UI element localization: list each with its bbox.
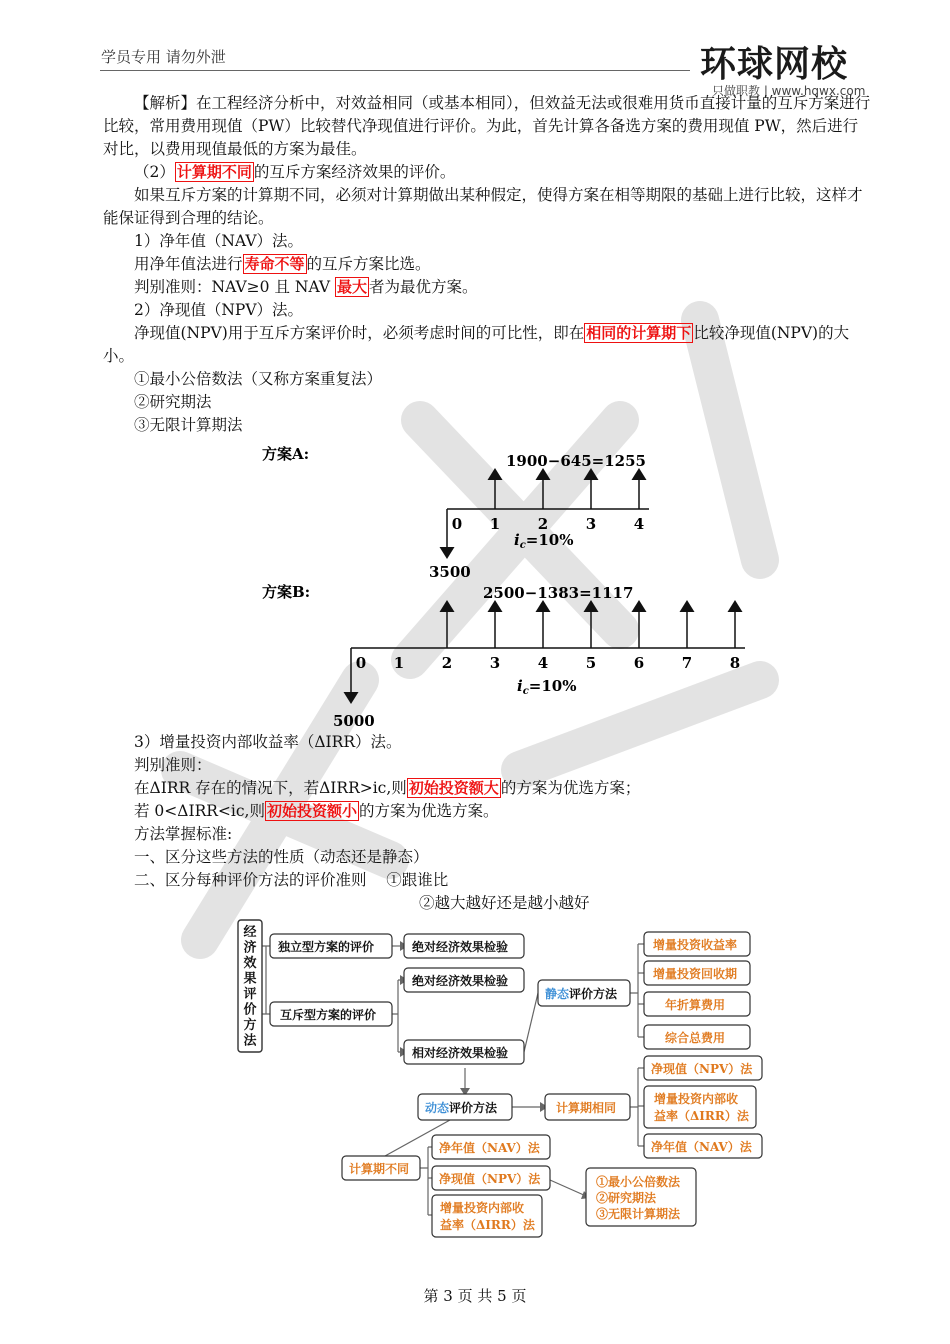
node-dynamic bbox=[425, 1100, 498, 1115]
section-title-rest: 的互斥方案经济效果的评价。 bbox=[253, 163, 456, 181]
highlight-different-period: 计算期不同 bbox=[176, 163, 252, 181]
scheme-a-period-2: 2 bbox=[537, 515, 549, 533]
npv-method-1: ①最小公倍数法 bbox=[596, 1175, 681, 1189]
root-char: 果 bbox=[243, 971, 257, 987]
rate-subscript: c bbox=[519, 540, 526, 551]
header-note: 学员专用 请勿外泄 bbox=[101, 48, 226, 66]
mastery-point-2b: ②越大越好还是越小越好 bbox=[419, 894, 590, 912]
static-item-1: 增量投资收益率 bbox=[653, 938, 738, 952]
root-char: 法 bbox=[243, 1033, 257, 1049]
scheme-a-outflow: 3500 bbox=[429, 563, 471, 581]
same-item-irr-1: 增量投资内部收 bbox=[654, 1092, 739, 1106]
node-relative: 相对经济效果检验 bbox=[412, 1046, 509, 1060]
npv-method-3: ③无限计算期法 bbox=[596, 1207, 681, 1221]
node-absolute-1: 绝对经济效果检验 bbox=[412, 940, 509, 954]
highlight-larger-investment: 初始投资额大 bbox=[408, 779, 499, 797]
scheme-b-period-6: 6 bbox=[633, 654, 645, 672]
page-footer: 第 3 页 共 5 页 bbox=[423, 1287, 527, 1305]
scheme-b-period-1: 1 bbox=[393, 654, 405, 672]
scheme-b-outflow: 5000 bbox=[333, 712, 375, 730]
highlight-same-period: 相同的计算期下 bbox=[586, 324, 692, 342]
rate-symbol: i bbox=[514, 531, 520, 549]
diff-item-nav: 净年值（NAV）法 bbox=[439, 1141, 540, 1155]
diff-item-npv: 净现值（NPV）法 bbox=[439, 1172, 541, 1186]
root-char: 方 bbox=[243, 1018, 257, 1033]
scheme-b-period-3: 3 bbox=[489, 654, 501, 672]
node-independent: 独立型方案的评价 bbox=[278, 940, 375, 954]
nav-method-heading: 1）净年值（NAV）法。 bbox=[134, 232, 304, 250]
root-char: 济 bbox=[243, 940, 257, 956]
static-word: 静态 bbox=[545, 987, 570, 1001]
static-item-2: 增量投资回收期 bbox=[653, 967, 738, 981]
method-infinite-period: ③无限计算期法 bbox=[134, 416, 243, 434]
root-char: 经 bbox=[243, 925, 257, 940]
dynamic-word: 动态 bbox=[425, 1101, 450, 1115]
node-static bbox=[545, 986, 618, 1001]
same-item-npv: 净现值（NPV）法 bbox=[651, 1062, 753, 1076]
scheme-b-label: 方案B: bbox=[262, 583, 311, 601]
same-item-nav: 净年值（NAV）法 bbox=[651, 1140, 752, 1154]
highlight-smaller-investment: 初始投资额小 bbox=[267, 802, 358, 820]
rate-symbol: i bbox=[517, 677, 523, 695]
scheme-b-period-5: 5 bbox=[585, 654, 597, 672]
text-span: 在ΔIRR 存在的情况下，若ΔIRR>ic,则 bbox=[134, 779, 407, 797]
text-span: 用净年值法进行 bbox=[134, 255, 243, 273]
scheme-b-formula: 2500−1383=1117 bbox=[483, 584, 634, 602]
npv-method-heading: 2）净现值（NPV）法。 bbox=[134, 301, 304, 319]
same-item-irr-2: 益率（ΔIRR）法 bbox=[654, 1109, 749, 1123]
node-same-period: 计算期相同 bbox=[556, 1101, 617, 1115]
irr-method-heading: 3）增量投资内部收益率（ΔIRR）法。 bbox=[134, 733, 402, 751]
method-word: 评价方法 bbox=[449, 1101, 498, 1115]
text-span: 净现值(NPV)用于互斥方案评价时，必须考虑时间的可比性，即在 bbox=[134, 324, 585, 342]
method-word: 评价方法 bbox=[569, 987, 618, 1001]
root-char: 效 bbox=[243, 956, 257, 971]
method-study-period: ②研究期法 bbox=[134, 393, 212, 411]
scheme-b-period-7: 7 bbox=[681, 654, 693, 672]
text-span: 判别准则：NAV≥0 且 NAV bbox=[134, 278, 331, 296]
scheme-a-period-0: 0 bbox=[451, 515, 463, 533]
section-number: （2） bbox=[134, 163, 175, 181]
node-different-period: 计算期不同 bbox=[349, 1162, 410, 1176]
text-span: 二、区分每种评价方法的评价准则 bbox=[134, 871, 367, 889]
scheme-a-formula: 1900−645=1255 bbox=[506, 452, 646, 470]
root-char: 价 bbox=[243, 1002, 257, 1018]
root-char: 评 bbox=[243, 987, 257, 1002]
scheme-b-period-2: 2 bbox=[441, 654, 453, 672]
scheme-a-period-4: 4 bbox=[633, 515, 645, 533]
text-span: 的互斥方案比选。 bbox=[306, 255, 431, 273]
npv-method-2: ②研究期法 bbox=[596, 1191, 657, 1205]
rate-value: =10% bbox=[528, 677, 577, 695]
scheme-b-period-4: 4 bbox=[537, 654, 549, 672]
scheme-a-label: 方案A: bbox=[262, 445, 310, 463]
scheme-b-period-0: 0 bbox=[355, 654, 367, 672]
method-lcm: ①最小公倍数法（又称方案重复法） bbox=[134, 370, 383, 388]
text-span: 者为最优方案。 bbox=[369, 278, 478, 296]
text-span: 若 0<ΔIRR<ic,则 bbox=[134, 802, 265, 820]
node-absolute-2: 绝对经济效果检验 bbox=[412, 974, 509, 988]
static-item-4: 综合总费用 bbox=[665, 1031, 726, 1045]
rate-value: =10% bbox=[525, 531, 574, 549]
highlight-unequal-life: 寿命不等 bbox=[244, 255, 305, 273]
diff-item-irr-2: 益率（ΔIRR）法 bbox=[440, 1218, 535, 1232]
analysis-paragraph: 【解析】在工程经济分析中，对效益相同（或基本相同），但效益无法或很难用货币直接计量的互斥方案进行比较，常用费用现值（PW）比较替代净现值进行评价。为此，首先计算各备选方案的费用现值 PW，然后进行对比，以费用现值最低的方案为最佳。 bbox=[103, 94, 871, 158]
mastery-standard: 方法掌握标准: bbox=[134, 825, 233, 843]
scheme-a-period-1: 1 bbox=[489, 515, 501, 533]
static-item-3: 年折算费用 bbox=[665, 998, 726, 1012]
text-span: 比较净现值(NPV)的大小。 bbox=[103, 324, 850, 365]
brand-slogan: 只做职教 | www.hqwx.com bbox=[712, 84, 866, 98]
scheme-b-period-8: 8 bbox=[729, 654, 741, 672]
criterion-label: 判别准则： bbox=[134, 756, 212, 774]
mastery-point-1: 一、区分这些方法的性质（动态还是静态） bbox=[134, 848, 429, 866]
scheme-a-period-3: 3 bbox=[585, 515, 597, 533]
highlight-max: 最大 bbox=[337, 278, 368, 296]
intro-paragraph: 如果互斥方案的计算期不同，必须对计算期做出某种假定，使得方案在相等期限的基础上进行比较，这样才能保证得到合理的结论。 bbox=[103, 186, 863, 227]
text-span: 的方案为优选方案； bbox=[500, 779, 641, 797]
diff-item-irr-1: 增量投资内部收 bbox=[440, 1201, 525, 1215]
text-span: ①跟谁比 bbox=[386, 871, 449, 889]
node-mutual: 互斥型方案的评价 bbox=[280, 1008, 377, 1022]
rate-subscript: c bbox=[522, 686, 529, 697]
text-span: 的方案为优选方案。 bbox=[359, 802, 499, 820]
brand-logo: 环球网校 bbox=[700, 44, 849, 85]
